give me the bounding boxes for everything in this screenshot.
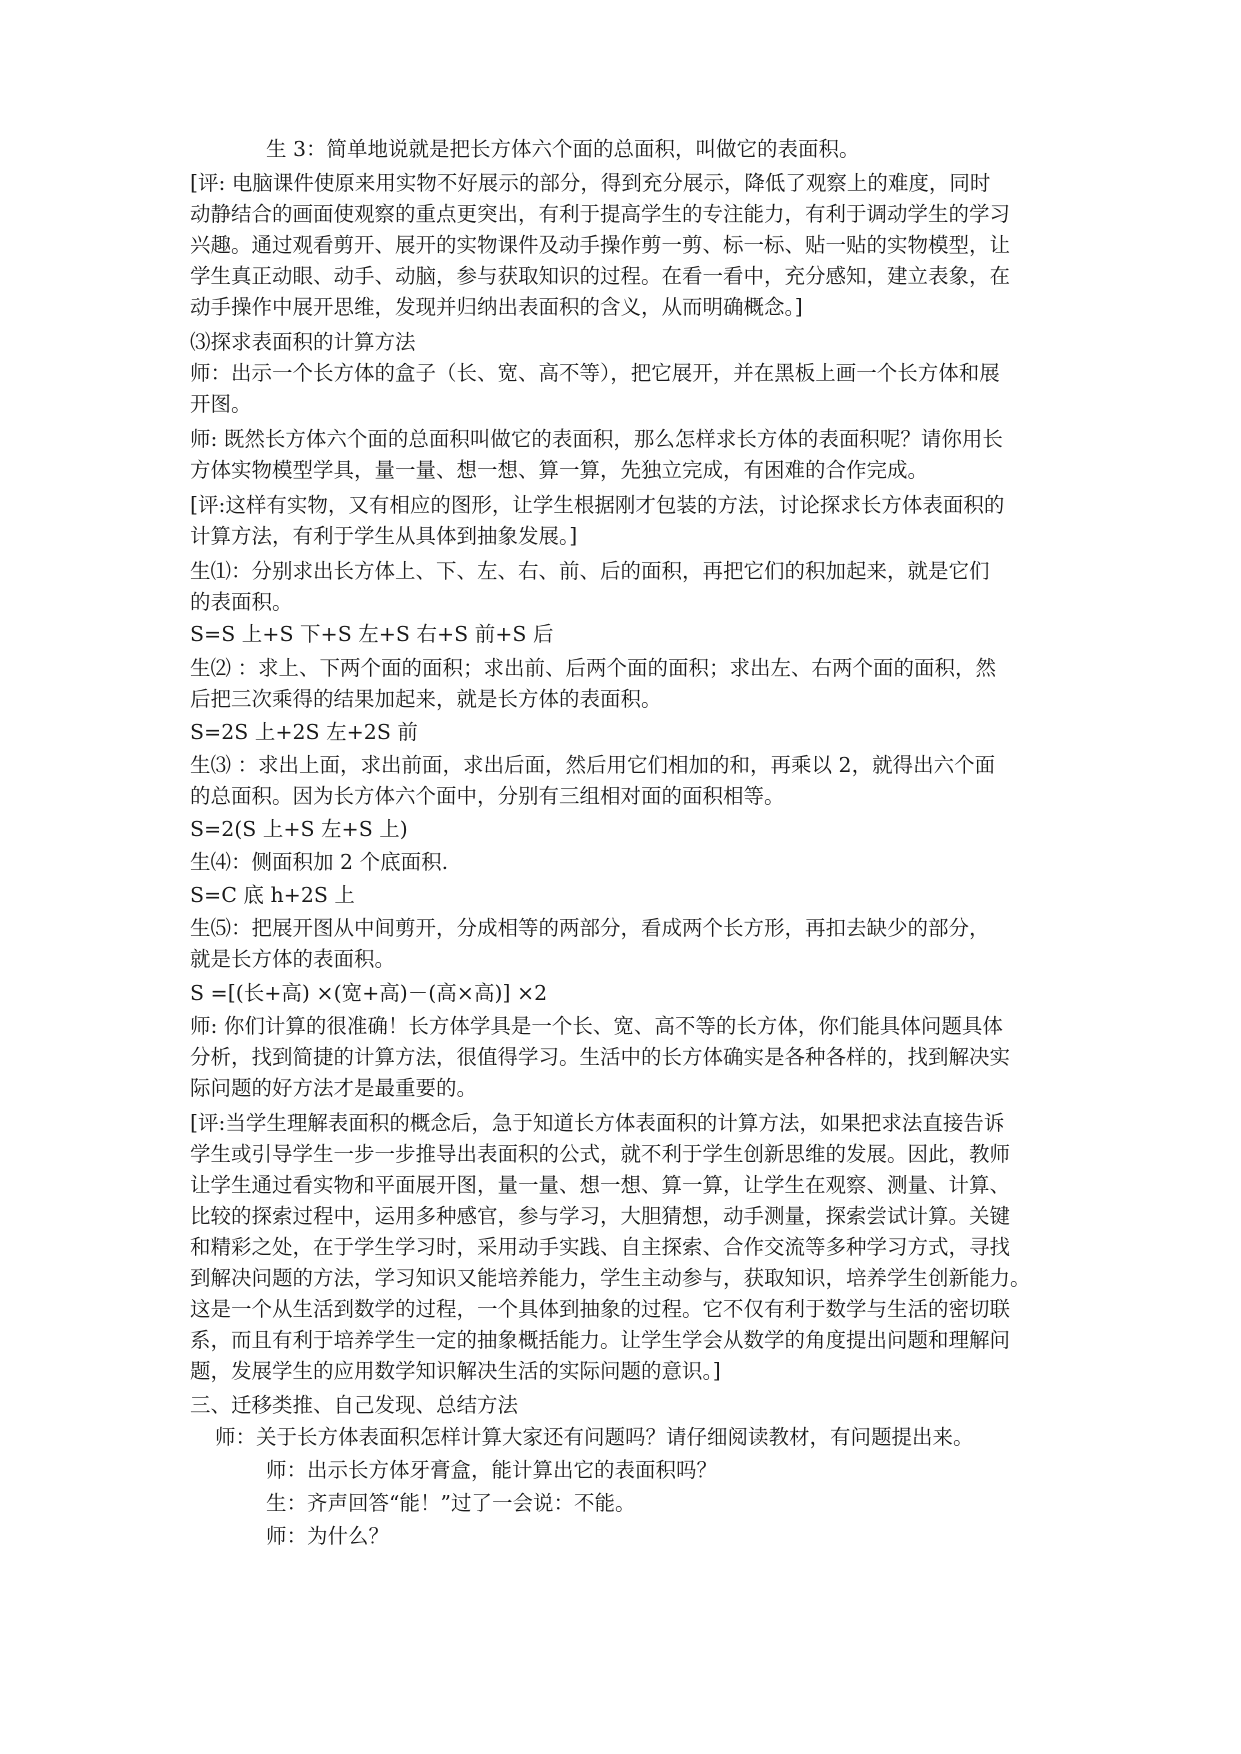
- text-line: S=S 上+S 下+S 左+S 右+S 前+S 后: [190, 622, 554, 646]
- text-line: 生 3：简单地说就是把长方体六个面的总面积，叫做它的表面积。: [266, 137, 860, 161]
- text-line: 生⑴：分别求出长方体上、下、左、右、前、后的面积，再把它们的积加起来，就是它们: [190, 559, 990, 583]
- text-line: 的总面积。因为长方体六个面中，分别有三组相对面的面积相等。: [190, 784, 785, 808]
- text-line: 际问题的好方法才是最重要的。: [190, 1076, 477, 1100]
- text-line: 生：齐声回答“能！”过了一会说：不能。: [266, 1491, 636, 1515]
- text-line: 后把三次乘得的结果加起来，就是长方体的表面积。: [190, 687, 662, 711]
- text-line: 比较的探索过程中，运用多种感官，参与学习，大胆猜想，动手测量，探索尝试计算。关键: [190, 1204, 1010, 1228]
- text-line: [评: 电脑课件使原来用实物不好展示的部分，得到充分展示，降低了观察上的难度，同时: [190, 171, 991, 195]
- text-line: 生⑵ ：求上、下两个面的面积；求出前、后两个面的面积；求出左、右两个面的面积，然: [190, 656, 997, 680]
- text-line: S =[(长+高) ×(宽+高)－(高×高)] ×2: [190, 981, 548, 1005]
- text-line: 师：出示一个长方体的盒子（长、宽、高不等），把它展开，并在黑板上画一个长方体和展: [190, 361, 1000, 385]
- text-line: 动手操作中展开思维，发现并归纳出表面积的含义，从而明确概念。]: [190, 295, 803, 319]
- text-line: ⑶探求表面积的计算方法: [190, 330, 416, 354]
- text-line: [评:这样有实物，又有相应的图形，让学生根据刚才包装的方法，讨论探求长方体表面积的: [190, 493, 1005, 517]
- text-line: 兴趣。通过观看剪开、展开的实物课件及动手操作剪一剪、标一标、贴一贴的实物模型，让: [190, 233, 1010, 257]
- text-line: 系，而且有利于培养学生一定的抽象概括能力。让学生学会从数学的角度提出问题和理解问: [190, 1328, 1010, 1352]
- text-line: 学生或引导学生一步一步推导出表面积的公式，就不利于学生创新思维的发展。因此，教师: [190, 1142, 1010, 1166]
- text-line: 师: 既然长方体六个面的总面积叫做它的表面积，那么怎样求长方体的表面积呢？请你用长: [190, 427, 1003, 451]
- text-line: 学生真正动眼、动手、动脑，参与获取知识的过程。在看一看中，充分感知，建立表象，在: [190, 264, 1010, 288]
- text-line: 这是一个从生活到数学的过程，一个具体到抽象的过程。它不仅有利于数学与生活的密切联: [190, 1297, 1010, 1321]
- text-line: S=C 底 h+2S 上: [190, 883, 355, 907]
- text-line: 就是长方体的表面积。: [190, 947, 395, 971]
- text-line: 师：为什么？: [266, 1524, 389, 1548]
- text-line: 师：出示长方体牙膏盒，能计算出它的表面积吗？: [266, 1458, 717, 1482]
- text-line: 开图。: [190, 392, 252, 416]
- text-line: 动静结合的画面使观察的重点更突出，有利于提高学生的专注能力，有利于调动学生的学习: [190, 202, 1010, 226]
- text-line: 的表面积。: [190, 590, 293, 614]
- text-line: S=2(S 上+S 左+S 上): [190, 817, 408, 841]
- text-line: 三、迁移类推、自己发现、总结方法: [190, 1393, 518, 1417]
- text-line: S=2S 上+2S 左+2S 前: [190, 720, 418, 744]
- text-line: 分析，找到简捷的计算方法，很值得学习。生活中的长方体确实是各种各样的，找到解决实: [190, 1045, 1010, 1069]
- text-line: 让学生通过看实物和平面展开图，量一量、想一想、算一算，让学生在观察、测量、计算、: [190, 1173, 1010, 1197]
- text-line: 生⑸：把展开图从中间剪开，分成相等的两部分，看成两个长方形，再扣去缺少的部分，: [190, 916, 990, 940]
- text-line: 师：关于长方体表面积怎样计算大家还有问题吗？请仔细阅读教材，有问题提出来。: [215, 1425, 974, 1449]
- text-line: 到解决问题的方法，学习知识又能培养能力，学生主动参与，获取知识，培养学生创新能力。: [190, 1266, 1031, 1290]
- text-line: 生⑷：侧面积加 2 个底面积.: [190, 850, 449, 874]
- text-line: 生⑶ ：求出上面，求出前面，求出后面，然后用它们相加的和，再乘以 2，就得出六个面: [190, 753, 996, 777]
- text-line: 师: 你们计算的很准确！长方体学具是一个长、宽、高不等的长方体，你们能具体问题具体: [190, 1014, 1003, 1038]
- text-line: 计算方法，有利于学生从具体到抽象发展。]: [190, 524, 578, 548]
- text-line: 方体实物模型学具，量一量、想一想、算一算，先独立完成，有困难的合作完成。: [190, 458, 928, 482]
- text-line: 和精彩之处，在于学生学习时，采用动手实践、自主探索、合作交流等多种学习方式，寻找: [190, 1235, 1010, 1259]
- text-line: 题，发展学生的应用数学知识解决生活的实际问题的意识。]: [190, 1359, 721, 1383]
- text-line: [评:当学生理解表面积的概念后，急于知道长方体表面积的计算方法，如果把求法直接告诉: [190, 1111, 1005, 1135]
